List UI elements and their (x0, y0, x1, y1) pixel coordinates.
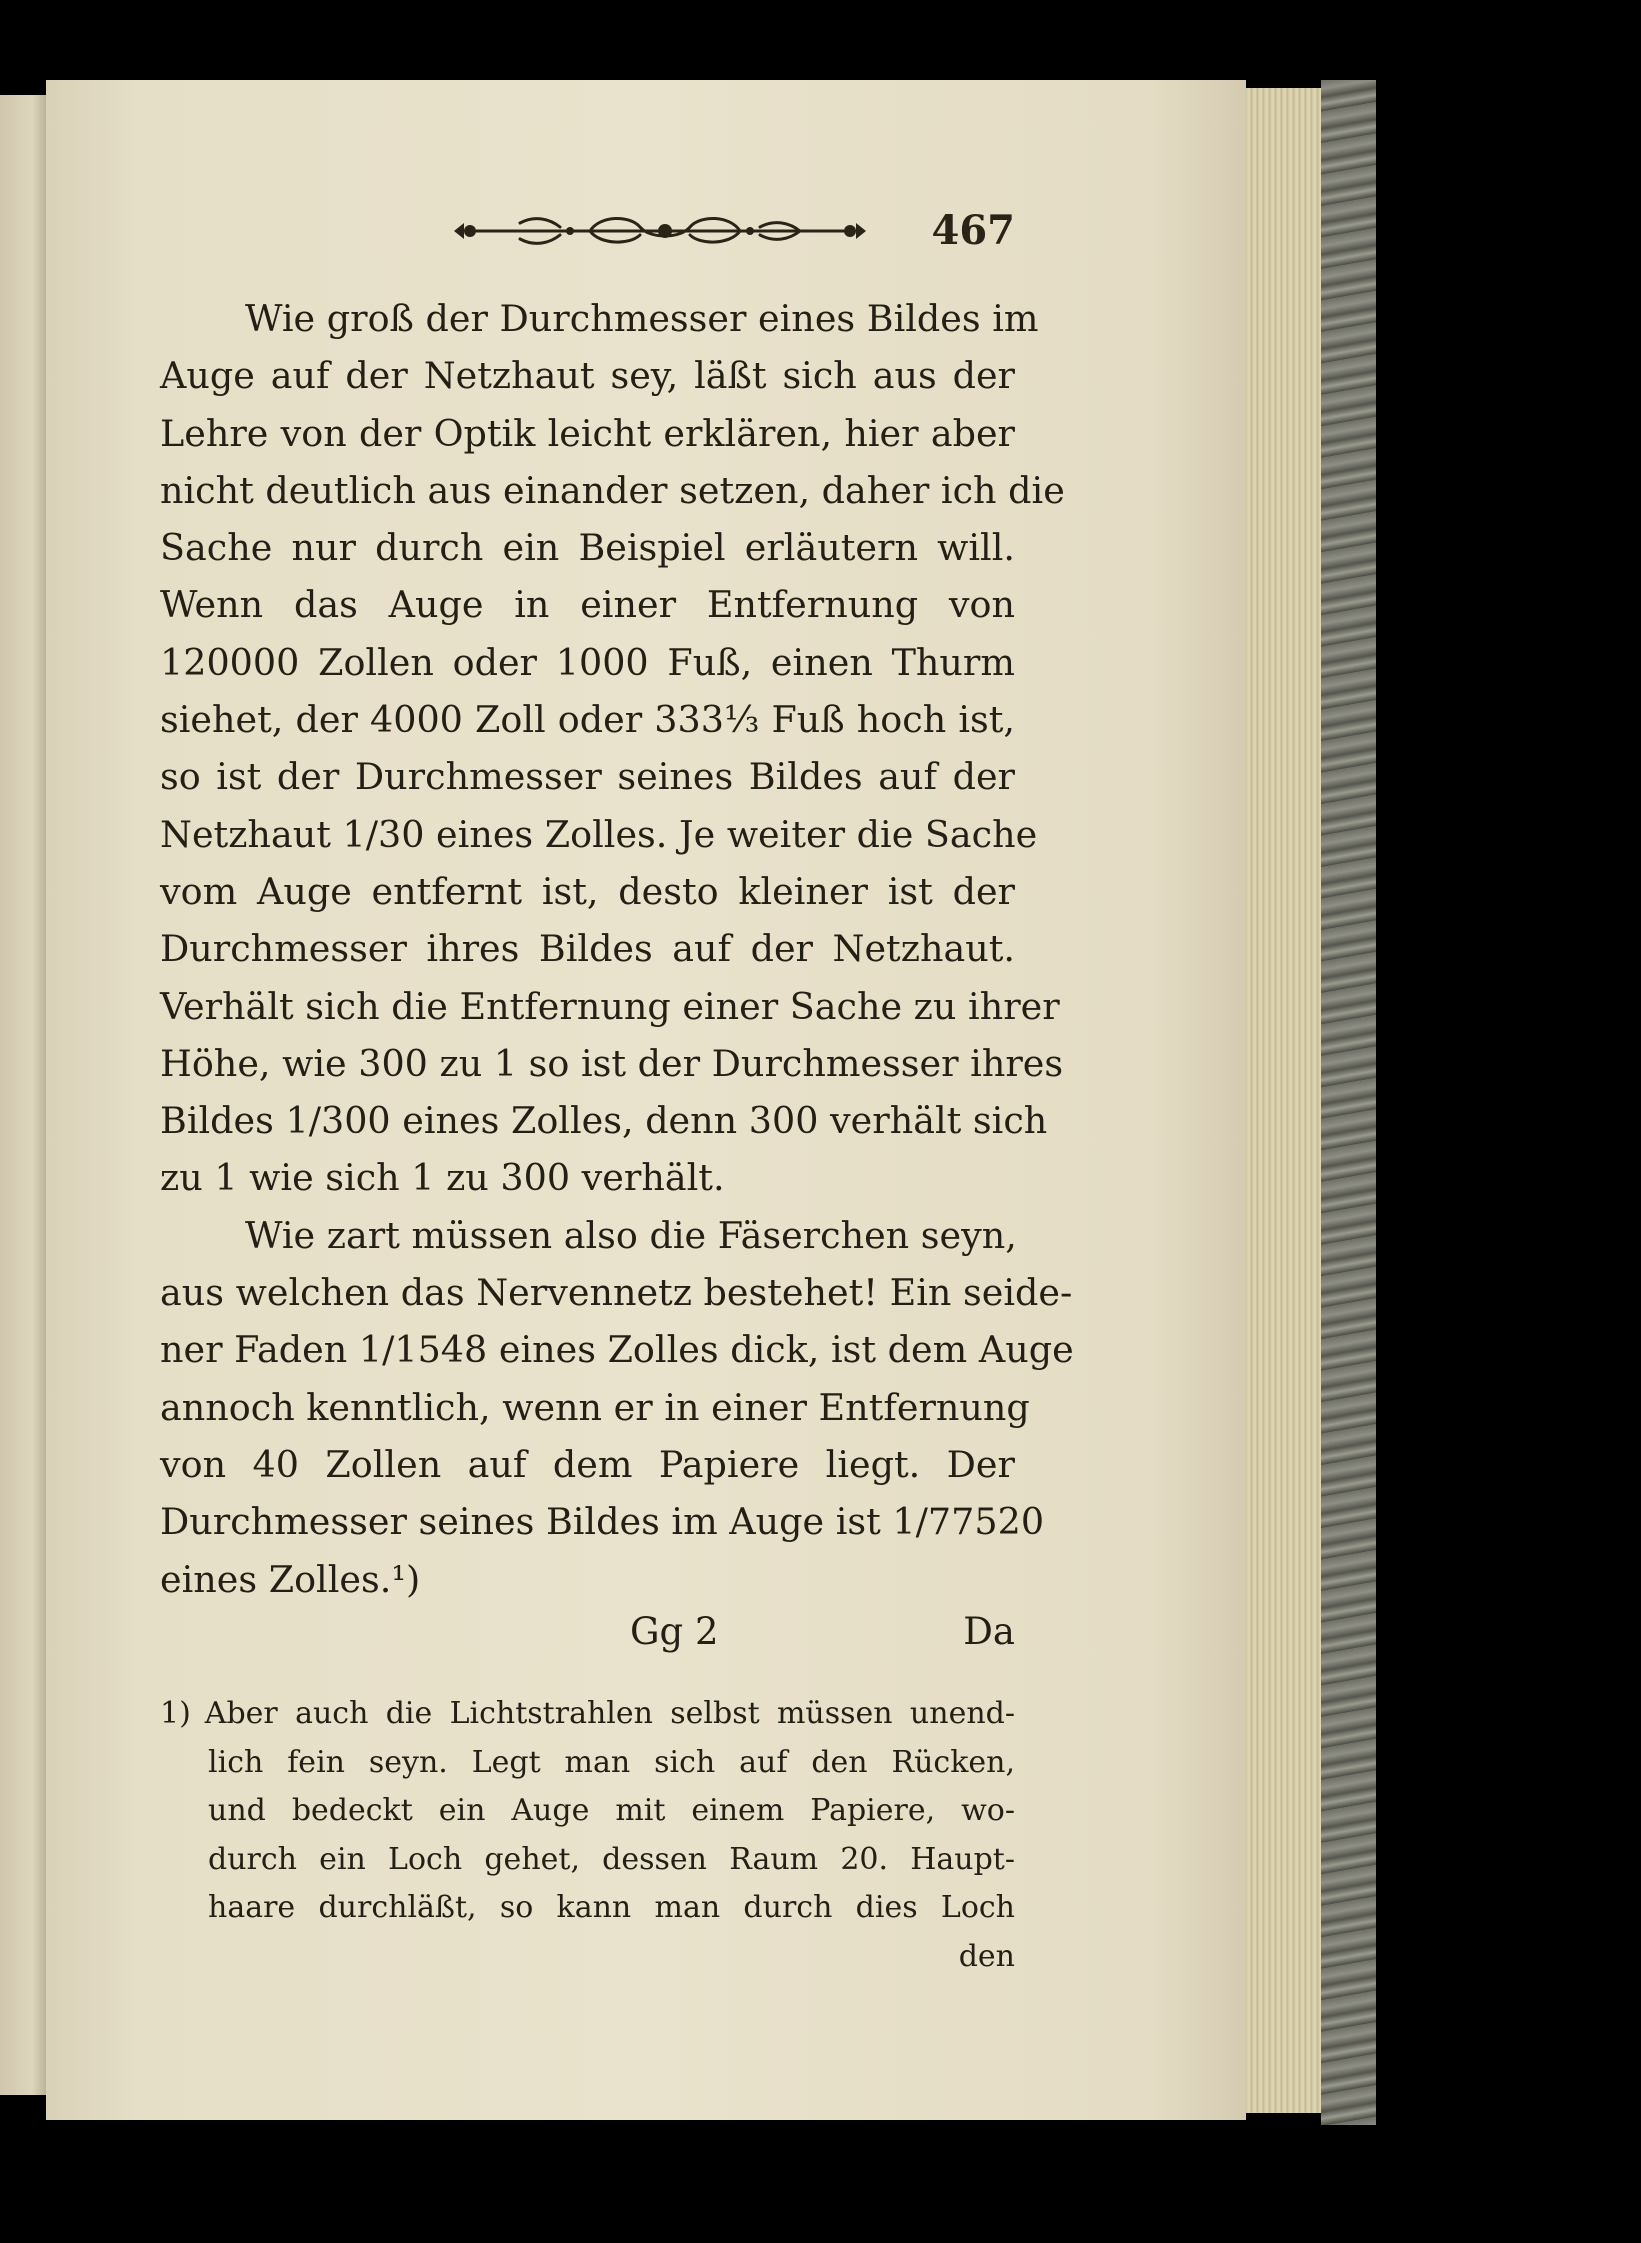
text-line: Verhält sich die Entfernung einer Sache zu ihrer (160, 984, 1060, 1028)
footnote (160, 1690, 1015, 1981)
text-line: eines Zolles.¹) (160, 1557, 421, 1601)
book-cover-marbled (1321, 80, 1376, 2125)
catchword: Da (963, 1610, 1015, 1653)
signature-line (630, 1610, 1015, 1665)
text-line: Höhe, wie 300 zu 1 so ist der Durchmesser ihres (160, 1041, 1064, 1085)
ornament-icon (440, 205, 880, 253)
text-line: zu 1 wie sich 1 zu 300 verhält. (160, 1156, 725, 1200)
footnote-line: haare durchläßt, so kann man durch dies Loch (208, 1890, 1015, 1925)
facing-page-edge (0, 95, 46, 2095)
text-line: Bildes 1/300 eines Zolles, denn 300 verhält sich (160, 1099, 1048, 1143)
text-line: Wenn das Auge in einer Entfernung von (160, 583, 1015, 627)
footnote-line (160, 1690, 1015, 1739)
page-block-edges (1246, 88, 1323, 2113)
footnote-line: lich fein seyn. Legt man sich auf den Rücken, (208, 1744, 1015, 1780)
text-line: aus welchen das Nervennetz bestehet! Ein seide- (160, 1271, 1073, 1315)
page-number: 467 (931, 207, 1015, 254)
text-line: ner Faden 1/1548 eines Zolles dick, ist dem Auge (160, 1328, 1074, 1372)
text-line: vom Auge entfernt ist, desto kleiner ist der (160, 869, 1015, 913)
signature-mark: Gg 2 (630, 1610, 719, 1653)
text-line: Auge auf der Netzhaut sey, läßt sich aus der (160, 354, 1015, 398)
text-line: so ist der Durchmesser seines Bildes auf der (160, 755, 1015, 799)
text-line: von 40 Zollen auf dem Papiere liegt. Der (160, 1442, 1015, 1486)
text-line: 120000 Zollen oder 1000 Fuß, einen Thurm (160, 640, 1015, 684)
footnote-line: durch ein Loch gehet, dessen Raum 20. Haupt- (208, 1841, 1015, 1877)
body-text (160, 290, 1074, 1608)
text-line: Durchmesser ihres Bildes auf der Netzhaut. (160, 927, 1015, 971)
text-line: Sache nur durch ein Beispiel erläutern will. (160, 526, 1015, 570)
text-line: Netzhaut 1/30 eines Zolles. Je weiter die Sache (160, 812, 1038, 856)
footnote-text: Aber auch die Lichtstrahlen selbst müssen unend- (204, 1696, 1015, 1731)
text-line: annoch kenntlich, wenn er in einer Entfernung (160, 1385, 1030, 1429)
footnote-line: und bedeckt ein Auge mit einem Papiere, wo- (208, 1793, 1015, 1828)
text-line: Durchmesser seines Bildes im Auge ist 1/77520 (160, 1500, 1045, 1544)
text-line: siehet, der 4000 Zoll oder 333⅓ Fuß hoch ist, (160, 698, 1015, 742)
text-line: nicht deutlich aus einander setzen, daher ich die (160, 468, 1065, 512)
text-line: Wie zart müssen also die Fäserchen seyn, (245, 1213, 1017, 1257)
page-header (160, 205, 1015, 265)
text-line: Wie groß der Durchmesser eines Bildes im (245, 297, 1039, 340)
footnote-line: den (958, 1938, 1015, 1974)
footnote-marker: 1) (160, 1696, 191, 1731)
text-line: Lehre von der Optik leicht erklären, hier aber (160, 411, 1015, 455)
